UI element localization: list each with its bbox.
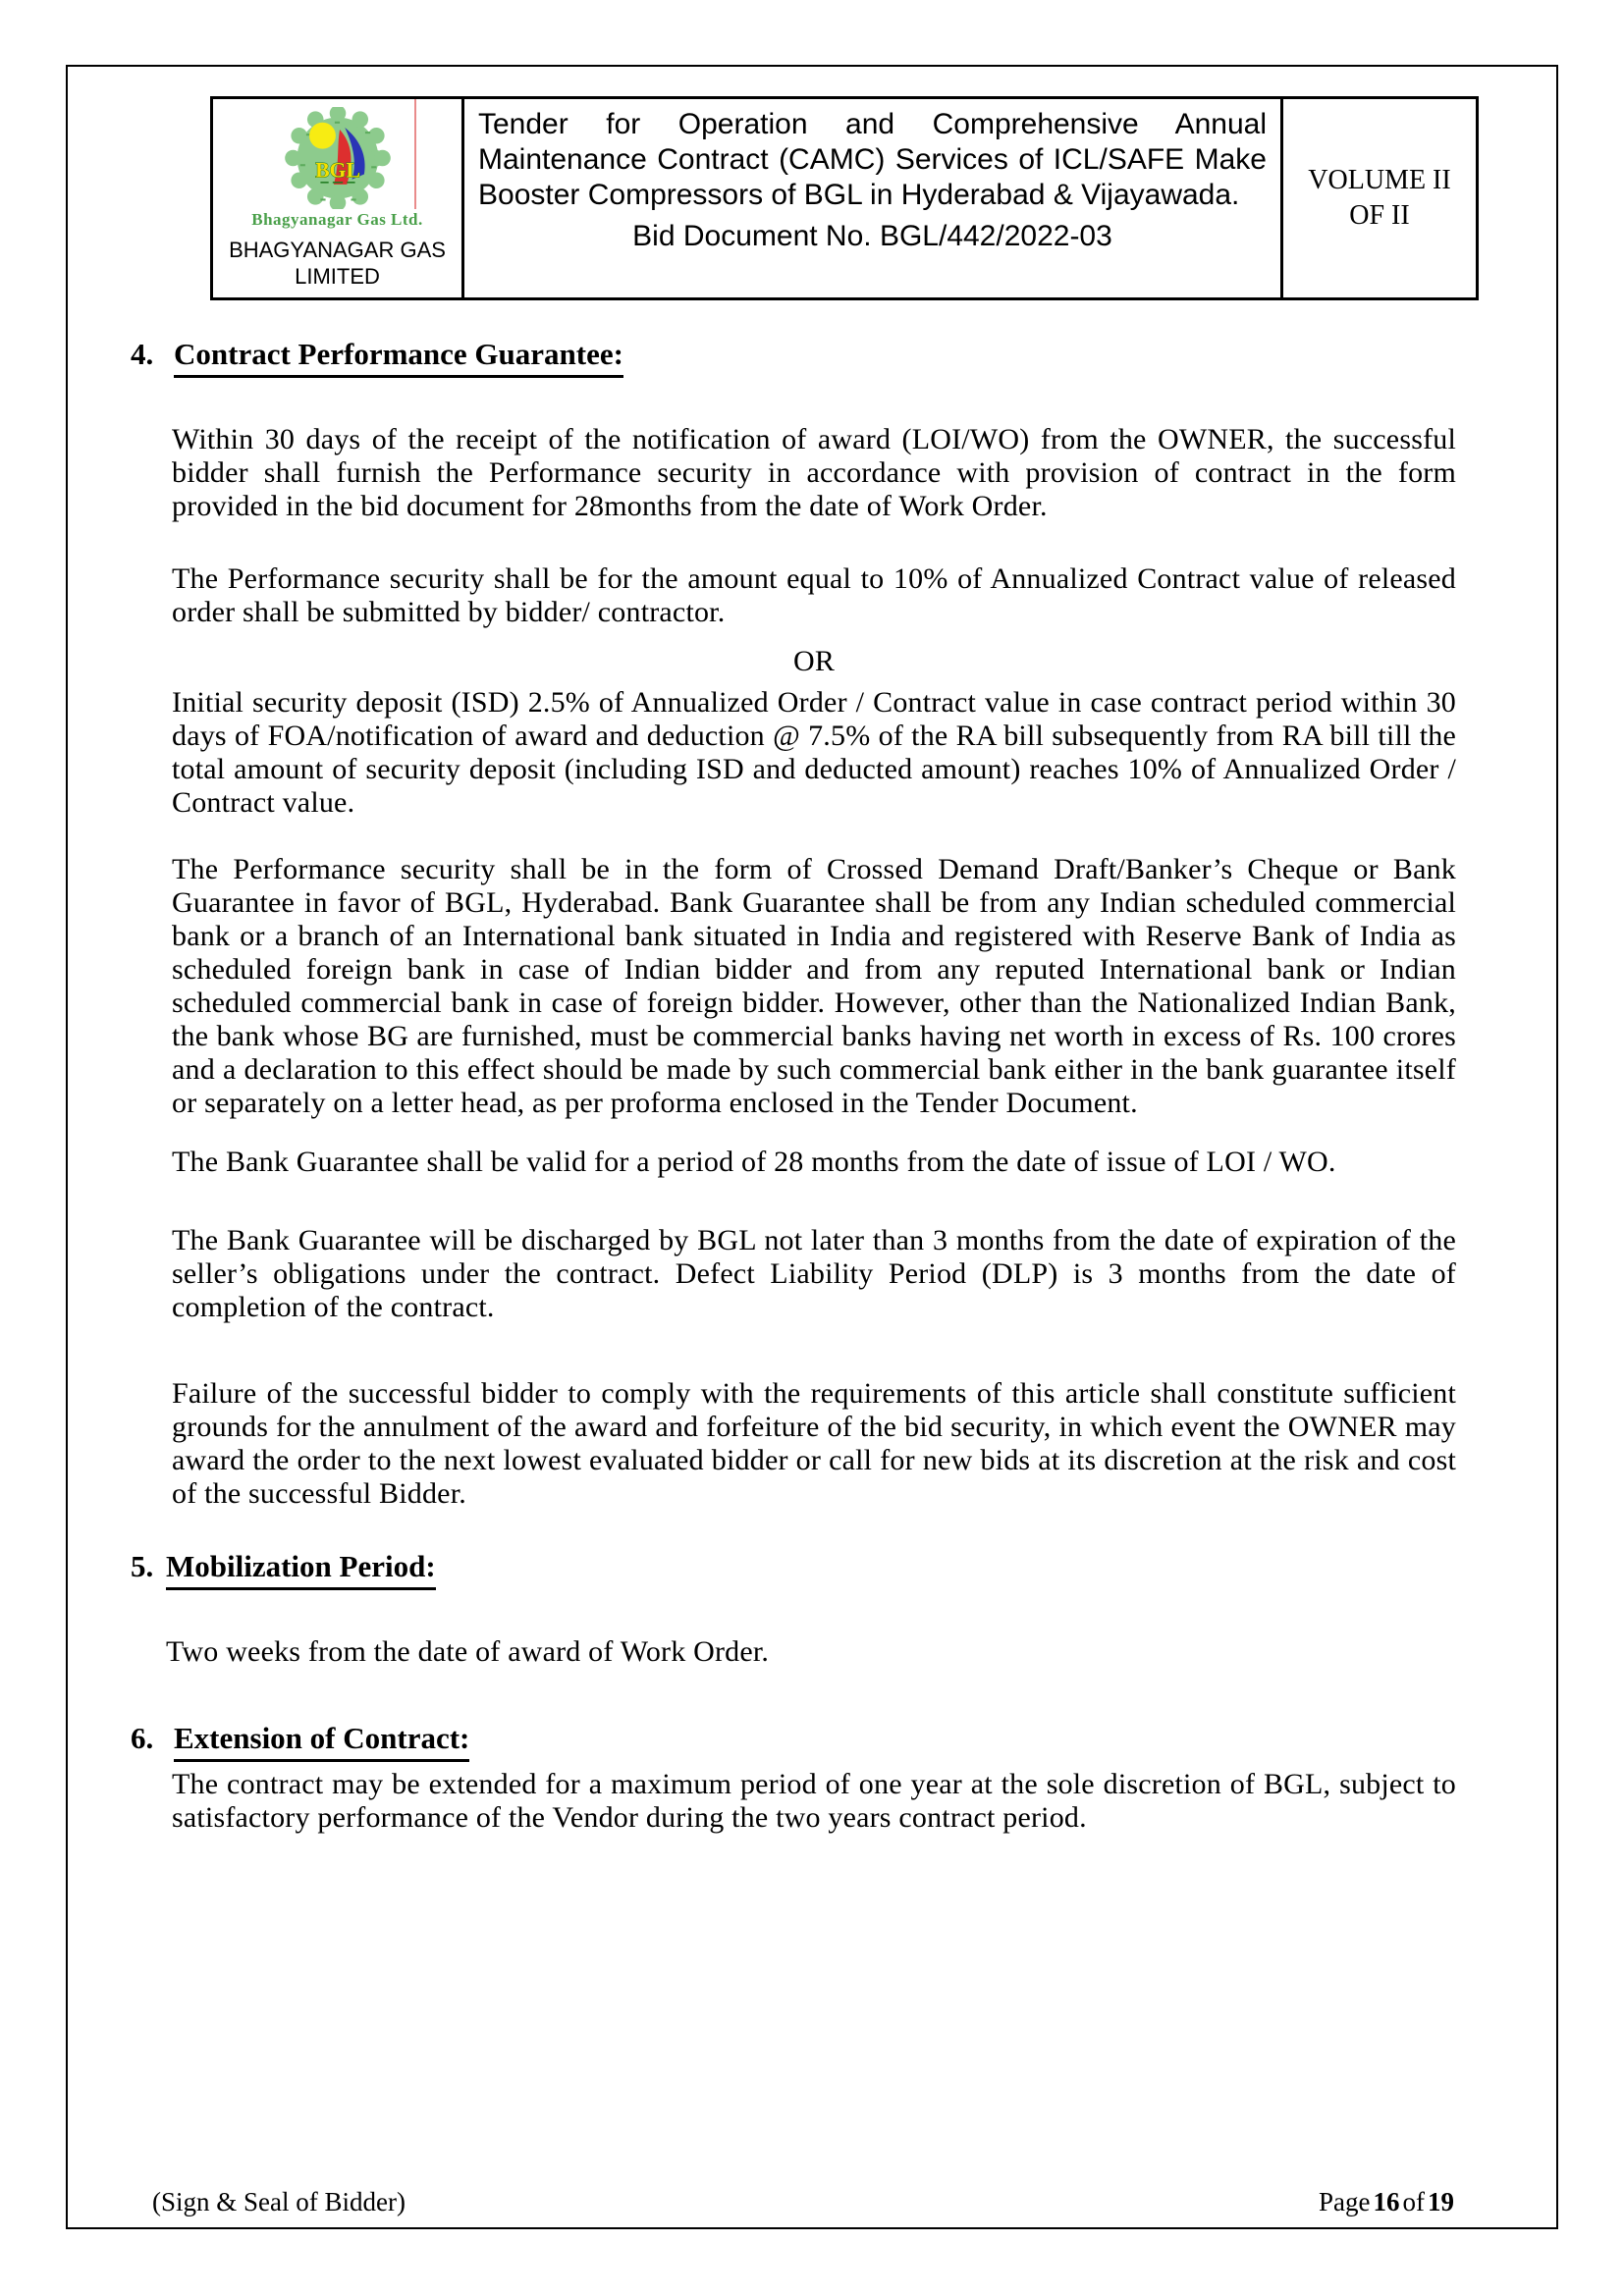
logo-acronym: BGL <box>314 158 360 183</box>
of-word: of <box>1402 2187 1425 2216</box>
paragraph-performance-security: Within 30 days of the receipt of the notification of award (LOI/WO) from the OWNER, the successful bidder shall furnish the Performance security in accordance with provision of contract in the form provided in the bid document for 28months from the date of Work Order. <box>172 423 1456 522</box>
paragraph-mobilization: Two weeks from the date of award of Work Order. <box>166 1635 770 1668</box>
section-title: Mobilization Period: <box>166 1548 436 1590</box>
header-volume-cell <box>1283 99 1476 297</box>
bgl-logo <box>280 107 396 209</box>
paragraph-extension: The contract may be extended for a maximum period of one year at the sole discretion of BGL, subject to satisfactory performance of the Vendor during the two years contract period. <box>172 1768 1456 1834</box>
section-number: 4. <box>131 337 154 371</box>
logo-subtitle: Bhagyanagar Gas Ltd. <box>251 210 423 229</box>
paragraph-or: OR <box>792 645 836 677</box>
page-footer <box>152 2187 1454 2217</box>
paragraph-bg-validity: The Bank Guarantee shall be valid for a period of 28 months from the date of issue of LOI / WO. <box>172 1146 1336 1178</box>
paragraph-security-amount: The Performance security shall be for the amount equal to 10% of Annualized Contract value of released order shall be submitted by bidder/ contractor. <box>172 562 1456 628</box>
section-number: 5. <box>131 1549 154 1583</box>
section-title: Contract Performance Guarantee: <box>174 336 623 378</box>
header-logo-cell <box>213 99 464 297</box>
logo-sun <box>309 123 336 149</box>
paragraph-failure-consequences: Failure of the successful bidder to comply with the requirements of this article shall constitute sufficient grounds for the annulment of the award and forfeiture of the bid security, in which event the OWNER may award the order to the next lowest evaluated bidder or call for new bids at its discretion at the risk and cost of the successful Bidder. <box>172 1377 1456 1510</box>
document-body <box>68 336 1556 1835</box>
bid-document-number: Bid Document No. BGL/442/2022-03 <box>632 220 1112 252</box>
section-heading-5 <box>131 1548 1556 1590</box>
section-heading-4 <box>131 336 1556 378</box>
section-number: 6. <box>131 1721 154 1755</box>
page-word: Page <box>1319 2187 1371 2216</box>
company-name-line1: BHAGYANAGAR GAS <box>229 238 446 262</box>
sign-seal-label: (Sign & Seal of Bidder) <box>152 2187 406 2216</box>
paragraph-initial-security-deposit: Initial security deposit (ISD) 2.5% of Annualized Order / Contract value in case contract period within 30 days of FOA/notification of award and deduction @ 7.5% of the RA bill subsequently from RA bill till the total amount of security deposit (including ISD and deducted amount) reaches 10% of Annualized Order / Contract value. <box>172 686 1456 819</box>
section-title: Extension of Contract: <box>174 1720 469 1762</box>
company-name <box>229 237 446 290</box>
page-total: 19 <box>1428 2187 1454 2216</box>
company-name-line2: LIMITED <box>295 264 380 289</box>
header-title-cell <box>464 99 1283 297</box>
paragraph-bg-discharge: The Bank Guarantee will be discharged by BGL not later than 3 months from the date of expiration of the seller’s obligations under the contract. Defect Liability Period (DLP) is 3 months from the date of completion of the contract. <box>172 1224 1456 1323</box>
page-number <box>1316 2187 1454 2217</box>
volume-line1: VOLUME II <box>1308 165 1451 195</box>
document-page <box>66 65 1558 2229</box>
paragraph-security-form: The Performance security shall be in the form of Crossed Demand Draft/Banker’s Cheque or Bank Guarantee in favor of BGL, Hyderabad. Bank Guarantee shall be from any Indian scheduled commercial bank or a branch of an International bank situated in India and registered with Reserve Bank of India as scheduled foreign bank in case of Indian bidder and from any reputed International bank or Indian scheduled commercial bank in case of foreign bidder. However, other than the Nationalized Indian Bank, the bank whose BG are furnished, must be commercial banks having net worth in excess of Rs. 100 crores and a declaration to this effect should be made by such commercial bank either in the bank guarantee itself or separately on a letter head, as per proforma enclosed in the Tender Document. <box>172 853 1456 1119</box>
volume-line2: OF II <box>1349 200 1410 231</box>
page-current: 16 <box>1373 2187 1400 2216</box>
header-table <box>210 96 1479 300</box>
section-heading-6 <box>131 1720 1556 1762</box>
red-divider-line <box>414 99 416 209</box>
tender-title: Tender for Operation and Comprehensive Annual Maintenance Contract (CAMC) Services of ICL/SAFE Make Booster Compressors of BGL in Hyderabad & Vijayawada. <box>478 108 1267 211</box>
